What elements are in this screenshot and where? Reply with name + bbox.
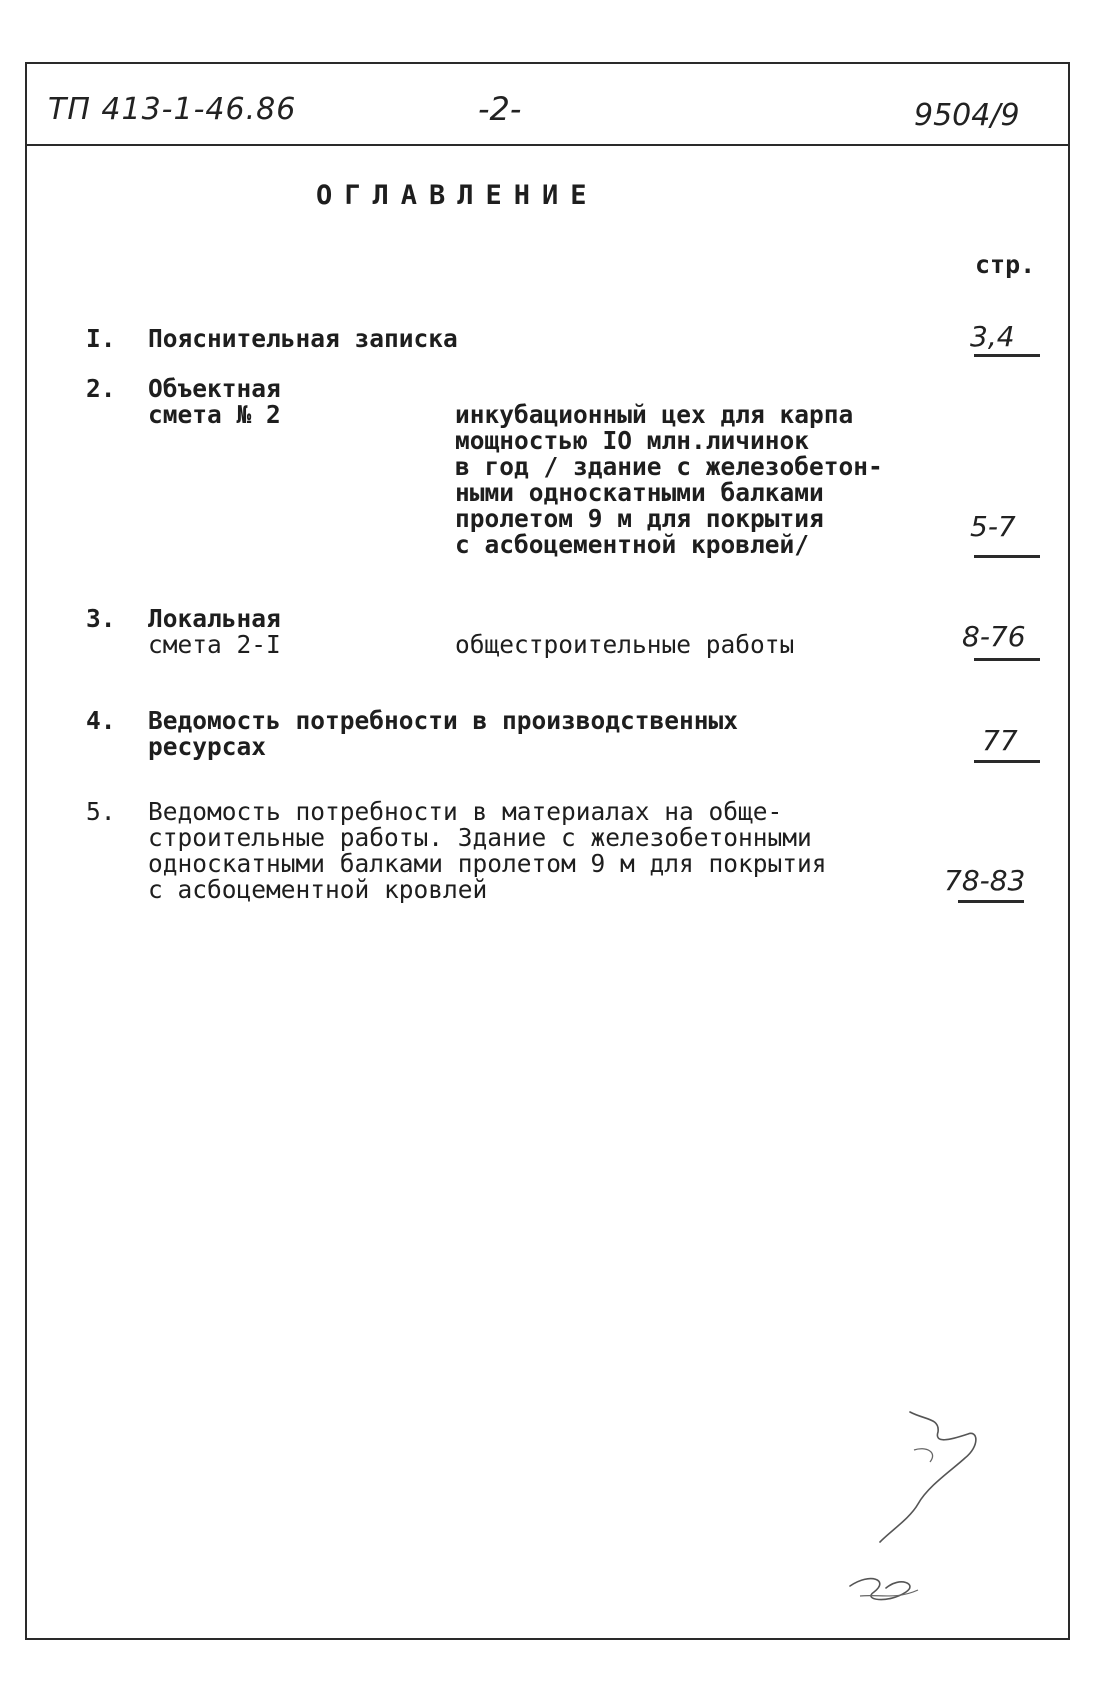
- toc-item-name: Ведомость потребности в производственных: [148, 706, 739, 735]
- toc-item-pages: 78-83: [944, 864, 1026, 897]
- toc-item-pages: 8-76: [962, 620, 1026, 653]
- toc-item-pages: 3,4: [970, 320, 1015, 353]
- toc-item-description: общестроительные работы: [455, 630, 795, 659]
- page-underline: [974, 658, 1040, 661]
- page-underline: [974, 354, 1040, 357]
- page-number: -2-: [478, 90, 522, 128]
- toc-item-number: 5.: [86, 797, 116, 826]
- toc-item-description: инкубационный цех для карпа: [455, 400, 854, 429]
- toc-item-description: в год / здание с железобетон-: [455, 452, 883, 481]
- page-underline: [974, 760, 1040, 763]
- toc-item-description: с асбоцементной кровлей/: [455, 530, 810, 559]
- page-column-header: стр.: [975, 250, 1036, 279]
- toc-item-name: односкатными балками пролетом 9 м для покрытия: [148, 849, 827, 878]
- toc-item-name: Локальная: [148, 604, 281, 633]
- page-underline: [974, 555, 1040, 558]
- toc-item-name: Пояснительная записка: [148, 324, 458, 353]
- toc-item-name: Объектная: [148, 374, 281, 403]
- handwritten-signature: [830, 1400, 1060, 1630]
- toc-item-number: 2.: [86, 374, 116, 403]
- toc-item-name: смета 2-I: [148, 630, 281, 659]
- toc-item-number: 3.: [86, 604, 116, 633]
- toc-item-description: ными односкатными балками: [455, 478, 824, 507]
- toc-item-name: смета № 2: [148, 400, 281, 429]
- header-divider: [25, 144, 1070, 146]
- document-code: ТП 413-1-46.86: [48, 92, 297, 127]
- toc-item-pages: 5-7: [970, 510, 1016, 543]
- page-underline: [958, 900, 1024, 903]
- toc-item-name: с асбоцементной кровлей: [148, 875, 488, 904]
- toc-item-name: Ведомость потребности в материалах на обще-: [148, 797, 783, 826]
- toc-item-description: пролетом 9 м для покрытия: [455, 504, 824, 533]
- toc-item-number: 4.: [86, 706, 116, 735]
- toc-item-description: мощностью IO млн.личинок: [455, 426, 810, 455]
- inventory-number: 9504/9: [914, 98, 1020, 133]
- toc-item-number: I.: [86, 324, 116, 353]
- toc-title: ОГЛАВЛЕНИЕ: [316, 180, 599, 211]
- toc-item-pages: 77: [982, 724, 1018, 757]
- toc-item-name: строительные работы. Здание с железобетонными: [148, 823, 812, 852]
- toc-item-name: ресурсах: [148, 732, 267, 761]
